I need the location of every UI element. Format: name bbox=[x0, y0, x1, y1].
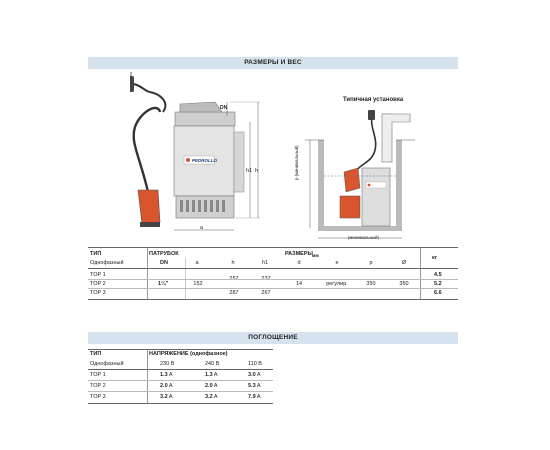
col-header-unit: мм bbox=[312, 253, 319, 258]
table-row-name: TOP 1 bbox=[90, 372, 106, 378]
h1-dimension-label: h1 bbox=[246, 168, 253, 174]
min-width-label: (минимальный) bbox=[348, 235, 379, 240]
weight-value: 5.2 bbox=[434, 281, 442, 287]
table-row-name: TOP 2 bbox=[90, 383, 106, 389]
a-value: 152 bbox=[193, 281, 203, 287]
a-dimension-label: a bbox=[200, 225, 204, 231]
current-value: 1.3 A bbox=[205, 372, 218, 378]
h-value-top12: 257 bbox=[229, 276, 239, 282]
subheader-single-phase: Однофазный bbox=[90, 260, 124, 266]
diameter-value: 350 bbox=[399, 281, 409, 287]
h-value-top3: 287 bbox=[229, 290, 239, 296]
current-value: 3.2 A bbox=[160, 394, 173, 400]
p-value: 350 bbox=[366, 281, 376, 287]
current-value: 2.0 A bbox=[205, 383, 218, 389]
col-header-outlet: ПАТРУБОК bbox=[149, 251, 179, 257]
current-value: 3.0 A bbox=[248, 372, 261, 378]
installation-drawing bbox=[300, 108, 430, 243]
col-header-voltage: НАПРЯЖЕНИЕ (однофазное) bbox=[149, 351, 228, 357]
d-value: 14 bbox=[295, 281, 303, 287]
e-value: регулир. bbox=[326, 281, 348, 287]
col-header-dimensions: РАЗМЕРЫ bbox=[285, 251, 313, 257]
subheader-a: a bbox=[195, 260, 199, 266]
voltage-110: 110 В bbox=[248, 361, 262, 367]
h-dimension-label: h bbox=[255, 168, 259, 174]
subheader-p: p bbox=[369, 260, 373, 266]
section-banner-consumption: ПОГЛОЩЕНИЕ bbox=[88, 332, 458, 344]
subheader-dn: DN bbox=[160, 260, 168, 266]
h1-value-top3: 267 bbox=[261, 290, 271, 296]
dn-value: 1¼" bbox=[158, 281, 169, 287]
min-depth-label: р (минимальный) bbox=[294, 145, 299, 180]
weight-value: 4.5 bbox=[434, 272, 442, 278]
subheader-h1: h1 bbox=[261, 260, 269, 266]
table-row-name: TOP 2 bbox=[90, 281, 106, 287]
subheader-d: d bbox=[297, 260, 301, 266]
weight-value: 6.6 bbox=[434, 290, 442, 296]
subheader-diameter: Ø bbox=[401, 260, 407, 266]
current-value: 5.3 A bbox=[248, 383, 261, 389]
col-header-type: ТИП bbox=[90, 251, 102, 257]
table-row-name: TOP 3 bbox=[90, 290, 106, 296]
subheader-single-phase: Однофазный bbox=[90, 361, 124, 367]
svg-text:PEDROLLO: PEDROLLO bbox=[192, 158, 218, 163]
voltage-230: 230 В bbox=[160, 361, 175, 367]
current-value: 2.0 A bbox=[160, 383, 173, 389]
table-row-name: TOP 1 bbox=[90, 272, 106, 278]
table-row-name: TOP 3 bbox=[90, 394, 106, 400]
col-header-type: ТИП bbox=[90, 351, 102, 357]
subheader-e: e bbox=[335, 260, 339, 266]
current-value: 3.2 A bbox=[205, 394, 218, 400]
current-value: 7.9 A bbox=[248, 394, 261, 400]
section-banner-dimensions: РАЗМЕРЫ И ВЕС bbox=[88, 57, 458, 69]
pump-dimension-drawing bbox=[130, 72, 280, 242]
col-header-weight: кг bbox=[432, 255, 438, 261]
subheader-h: h bbox=[231, 260, 235, 266]
current-value: 1.3 A bbox=[160, 372, 173, 378]
voltage-240: 240 В bbox=[205, 361, 220, 367]
h1-value-top12: 237 bbox=[261, 276, 271, 282]
installation-title: Типичная установка bbox=[343, 97, 404, 103]
dn-dimension-label: DN bbox=[220, 105, 228, 111]
